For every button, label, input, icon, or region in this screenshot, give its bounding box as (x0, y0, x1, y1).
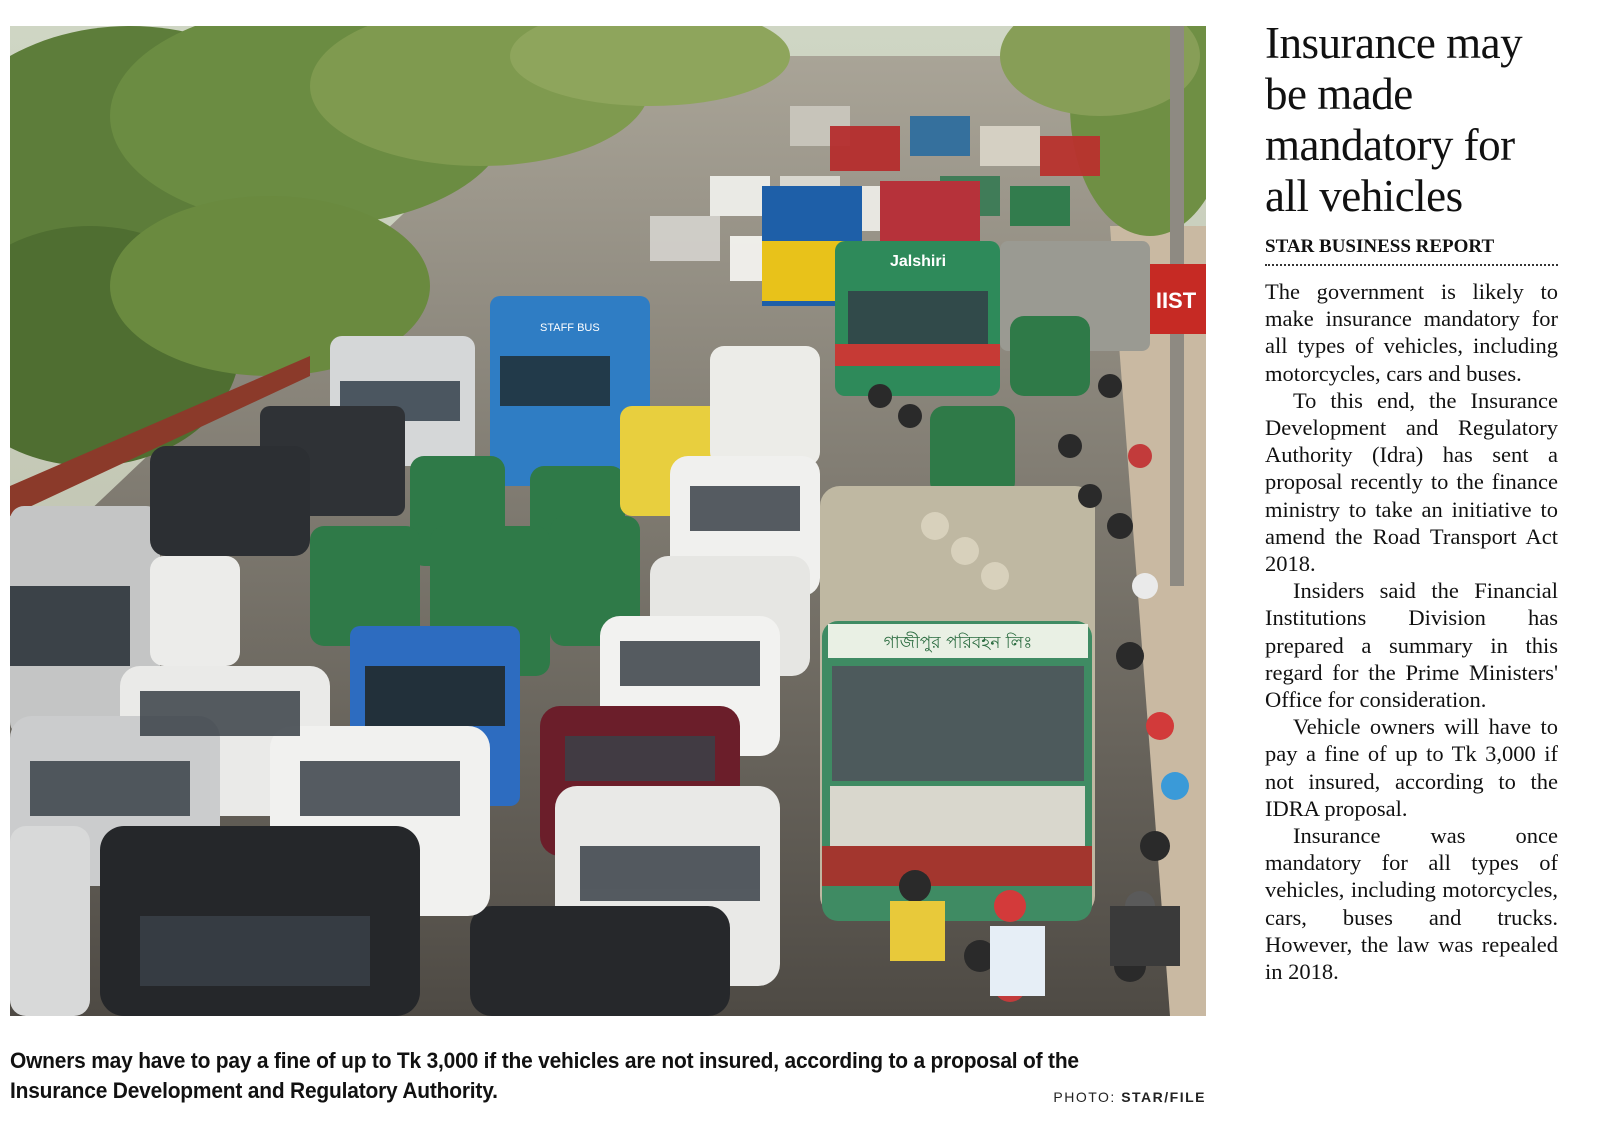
headline: Insurance may be made mandatory for all vehicles (1265, 18, 1523, 221)
article-body (1265, 278, 1558, 985)
red-bus (880, 181, 980, 251)
jalshiri-bus (835, 241, 1000, 396)
paragraph: To this end, the Insurance Development and Regulatory Authority (Idra) has sent a proposal recently to the finance ministry to take an initiative to amend the Road Transport Act 2018. (1265, 387, 1558, 577)
minivan (710, 346, 820, 466)
credit-label: PHOTO: (1053, 1089, 1116, 1105)
byline: STAR BUSINESS REPORT (1265, 236, 1558, 266)
credit-source: STAR/FILE (1121, 1089, 1206, 1105)
paragraph: Vehicle owners will have to pay a fine of up to Tk 3,000 if not insured, according to the IDRA proposal. (1265, 714, 1558, 821)
shop-sign: IIST (1155, 288, 1197, 313)
article-column (1265, 18, 1558, 985)
gazipur-bus (820, 486, 1095, 921)
paragraph: Insiders said the Financial Institutions Division has prepared a summary in this regard for the Prime Ministers' Office for consideration. (1265, 578, 1558, 713)
staff-bus-sign: STAFF BUS (540, 322, 600, 334)
photo-caption: Owners may have to pay a fine of up to Tk 3,000 if the vehicles are not insured, according to a proposal of the Insurance Development and Regulatory Authority. (10, 1048, 1079, 1103)
paragraph: Insurance was once mandatory for all types of vehicles, including motorcycles, cars, buses and trucks. However, the law was repealed in 2018. (1265, 823, 1558, 985)
photo-credit (1053, 1089, 1206, 1105)
bus-name-sign: Jalshiri (890, 253, 947, 270)
traffic-illustration (10, 26, 1206, 1016)
traffic-jam-photo (10, 26, 1206, 1016)
bus-destination-sign: গাজীপুর পরিবহন লিঃ (883, 633, 1033, 653)
paragraph: The government is likely to make insurance mandatory for all types of vehicles, including motorcycles, cars and buses. (1265, 279, 1558, 386)
